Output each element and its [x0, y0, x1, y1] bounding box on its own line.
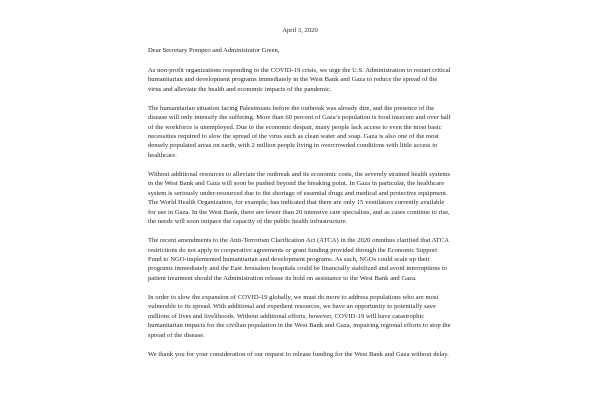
letter-salutation: Dear Secretary Pompeo and Administrator Green,: [148, 47, 280, 55]
paragraph: As non-profit organizations responding to the COVID-19 crisis, we urge the U.S. Administration to restart critical humanitarian and development programs immediately in the West Bank and Gaza to reduce the spread of the virus and alleviate the health and economic impacts of the pandemic.: [148, 66, 451, 93]
paragraph: The recent amendments to the Anti-Terrorism Clarification Act (ATCA) in the 2020 omnibus clarified that ATCA restrictions do not apply to cooperative agreements or grant funding provided through the Economic Support Fund to NGO-implemented humanitarian and development programs. As such, NGOs could scale up their programs immediately and the East Jerusalem hospitals could be financially stabilized and avoid interruptions to patient treatment should the Administration release its hold on assistance to the West Bank and Gaza.: [148, 237, 449, 282]
paragraph: Without additional resources to alleviate the outbreak and its economic costs, the severely strained health systems in the West Bank and Gaza will soon be pushed beyond the breaking point. In Gaza in particular, the healthcare system is seriously under-resourced due to the shortage of essential drugs and medical and protective equipment. The World Health Organization, for example, has indicated that there are only 15 ventilators currently available for use in Gaza. In the West Bank, there are fewer than 20 intensive care specialists, and as cases continue to rise, the needs will soon outpace the capacity of the public health infrastructure.: [148, 170, 451, 226]
letter-date: April 3, 2020: [282, 27, 318, 34]
paragraph: We thank you for your consideration of our request to release funding for the West Bank and Gaza without delay.: [148, 350, 449, 358]
paragraph: In order to slow the expansion of COVID-19 globally, we must do more to address populations who are most vulnerable to its spread. With additional and expedient resources, we have an opportunity to potentially save millions of lives and livelihoods. Without additional efforts, however, COVID-19 will have catastrophic humanitarian impacts for the civilian population in the West Bank and Gaza, impairing regional efforts to stop the spread of the disease.: [148, 293, 451, 339]
letter-body: [148, 26, 452, 359]
paragraph: The humanitarian situation facing Palestinians before the outbreak was already dire, and the presence of the disease will only intensify the suffering. More than 60 percent of Gaza’s population is food insecure and over half of the workforce is unemployed. Due to the economic despair, many people lack access to even the most basic necessities required to slow the spread of the virus such as clean water and soap. Gaza is also one of the most densely populated areas on earth, with 2 million people living in overcrowded conditions with little access to healthcare.: [148, 104, 451, 159]
